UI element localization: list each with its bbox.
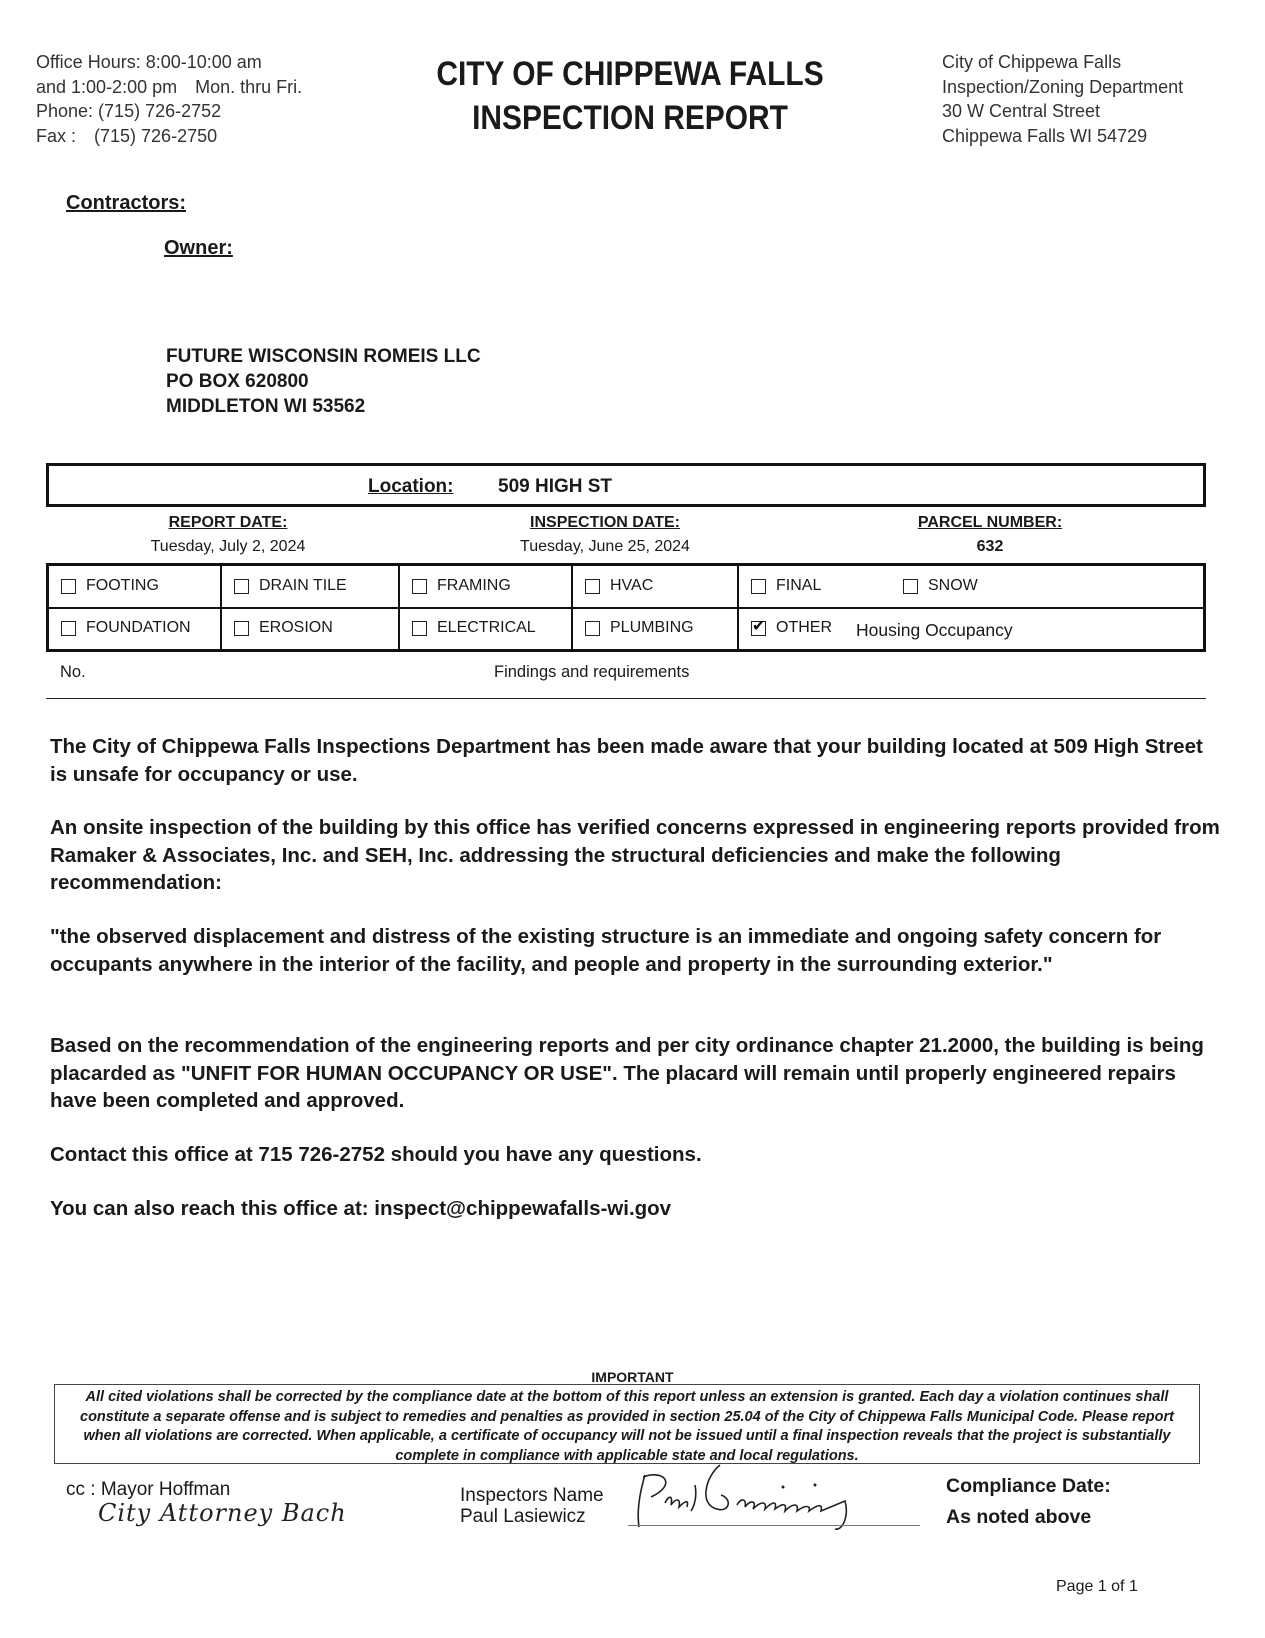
cc-handwritten-note: City Attorney Bach (98, 1499, 347, 1527)
cell-other[interactable] (739, 608, 1203, 649)
title-line-2: INSPECTION REPORT (472, 99, 788, 137)
page-number: Page 1 of 1 (1056, 1578, 1138, 1595)
inspection-type-grid (46, 563, 1206, 652)
findings-divider (46, 698, 1206, 699)
electrical-checkbox[interactable] (412, 621, 427, 636)
final-checkbox[interactable] (751, 579, 766, 594)
inspection-date-label: INSPECTION DATE: (530, 514, 680, 531)
inspectors-name-label: Inspectors Name (460, 1485, 604, 1506)
owner-address-block (166, 344, 481, 419)
final-label: FINAL (776, 577, 822, 594)
foundation-checkbox[interactable] (61, 621, 76, 636)
location-value: 509 HIGH ST (498, 476, 613, 497)
cell-erosion[interactable] (222, 608, 400, 649)
cell-foundation[interactable] (49, 608, 222, 649)
office-info (36, 50, 302, 148)
findings-header-title: Findings and requirements (494, 663, 690, 681)
fax-label: Fax : (36, 125, 77, 146)
inspector-name: Paul Lasiewicz (460, 1506, 586, 1527)
framing-label: FRAMING (437, 577, 511, 594)
title-line-1: CITY OF CHIPPEWA FALLS (436, 55, 824, 93)
footing-label: FOOTING (86, 577, 159, 594)
finding-paragraph-2: An onsite inspection of the building by this office has verified concerns expressed in engineering reports provided from Ramaker & Associates, Inc. and SEH, Inc. addressing the structural deficiencies and make the following recommendation: (50, 816, 1220, 894)
compliance-date-value: As noted above (946, 1506, 1092, 1528)
report-date-label: REPORT DATE: (168, 514, 288, 531)
snow-checkbox[interactable] (903, 579, 918, 594)
finding-paragraph-4: Based on the recommendation of the engineering reports and per city ordinance chapter 21.2000, the building is being placarded as "UNFIT FOR HUMAN OCCUPANCY OR USE". The placard will remain until properly engineered repairs have been completed and approved. (50, 1034, 1204, 1112)
compliance-block (946, 1471, 1111, 1533)
owner-address-2: MIDDLETON WI 53562 (166, 396, 366, 417)
finding-paragraph-1: The City of Chippewa Falls Inspections Department has been made aware that your building located at 509 High Street is unsafe for occupancy or use. (50, 735, 1203, 786)
erosion-label: EROSION (259, 619, 333, 636)
office-hours-pm: and 1:00-2:00 pm (36, 76, 178, 97)
cc-name: Mayor Hoffman (100, 1479, 231, 1500)
office-fax (36, 124, 302, 149)
inspector-block (460, 1485, 604, 1527)
plumbing-label: PLUMBING (610, 619, 694, 636)
important-title: IMPORTANT (591, 1369, 674, 1385)
foundation-label: FOUNDATION (86, 619, 191, 636)
owner-name: FUTURE WISCONSIN ROMEIS LLC (166, 346, 481, 367)
finding-paragraph-3: "the observed displacement and distress of the existing structure is an immediate and ongoing safety concern for occupants anywhere in the interior of the facility, and people and property in the surrounding exterior." (50, 925, 1162, 976)
owner-label: Owner: (164, 237, 233, 259)
electrical-label: ELECTRICAL (437, 619, 536, 636)
parcel-number-value: 632 (976, 538, 1004, 555)
cell-drain-tile[interactable] (222, 566, 400, 607)
location-label: Location: (368, 476, 454, 497)
drain-tile-checkbox[interactable] (234, 579, 249, 594)
finding-contact-email: You can also reach this office at: inspect@chippewafalls-wi.gov (50, 1197, 672, 1220)
owner-address-1: PO BOX 620800 (166, 371, 309, 392)
other-checkbox[interactable] (751, 621, 766, 636)
cell-footing[interactable] (49, 566, 222, 607)
report-date-value: Tuesday, July 2, 2024 (150, 538, 306, 555)
office-days: Mon. thru Fri. (195, 76, 303, 97)
address-line-3: 30 W Central Street (942, 101, 1101, 121)
cc-label: cc : (66, 1479, 96, 1500)
location-box (46, 463, 1206, 507)
plumbing-checkbox[interactable] (585, 621, 600, 636)
office-hours: Office Hours: 8:00-10:00 am (36, 52, 262, 72)
grid-row-1 (49, 566, 1203, 609)
inspector-signature (625, 1455, 925, 1535)
cell-final-snow (739, 566, 1203, 607)
cell-hvac[interactable] (573, 566, 739, 607)
inspection-date-value: Tuesday, June 25, 2024 (520, 538, 690, 555)
cc-line (66, 1479, 230, 1501)
compliance-date-label: Compliance Date: (946, 1475, 1111, 1497)
cell-framing[interactable] (400, 566, 573, 607)
important-notice: All cited violations shall be corrected by the compliance date at the bottom of this report unless an extension is granted. Each day a violation continues shall constitute a separate offense and is subject to remedies and penalties as provided in section 25.04 of the City of Chippewa Falls Municipal Code. Please report when all violations are corrected. When applicable, a certificate of occupancy will not be issued until a final inspection reveals that the project is substantially complete in compliance with applicable state and local regulations. (54, 1384, 1200, 1464)
signature-line (628, 1525, 920, 1526)
footing-checkbox[interactable] (61, 579, 76, 594)
cell-electrical[interactable] (400, 608, 573, 649)
page-title (366, 52, 894, 140)
other-detail: Housing Occupancy (856, 620, 1013, 640)
hvac-checkbox[interactable] (585, 579, 600, 594)
address-line-2: Inspection/Zoning Department (942, 76, 1184, 97)
snow-label: SNOW (928, 577, 978, 594)
fax-number: (715) 726-2750 (94, 125, 218, 146)
erosion-checkbox[interactable] (234, 621, 249, 636)
department-address (942, 50, 1183, 148)
address-line-4: Chippewa Falls WI 54729 (942, 125, 1148, 146)
hvac-label: HVAC (610, 577, 654, 594)
other-label: OTHER (776, 619, 832, 636)
office-hours-afternoon (36, 75, 302, 100)
finding-contact-phone: Contact this office at 715 726-2752 should you have any questions. (50, 1143, 702, 1166)
parcel-number-label: PARCEL NUMBER: (917, 514, 1063, 531)
cell-plumbing[interactable] (573, 608, 739, 649)
address-line-1: City of Chippewa Falls (942, 52, 1122, 72)
grid-row-2 (49, 608, 1203, 649)
findings-no-label: No. (60, 663, 86, 681)
framing-checkbox[interactable] (412, 579, 427, 594)
drain-tile-label: DRAIN TILE (259, 577, 347, 594)
office-phone: Phone: (715) 726-2752 (36, 101, 222, 121)
contractors-label: Contractors: (66, 192, 187, 214)
